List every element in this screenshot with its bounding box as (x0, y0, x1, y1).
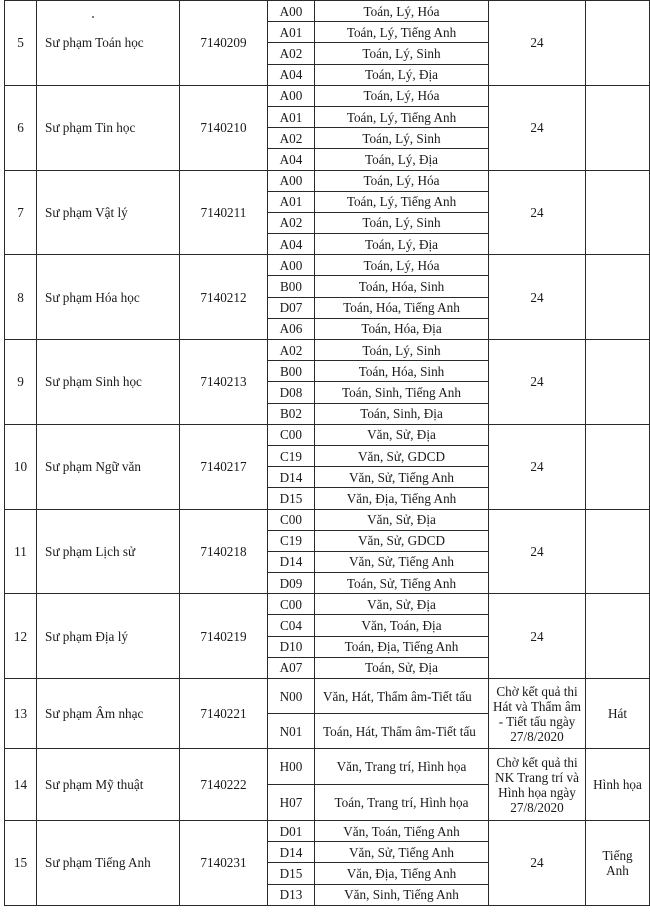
combo-code: A07 (268, 657, 315, 678)
major-name: Sư phạm Tiếng Anh (37, 821, 180, 906)
combo-subjects: Toán, Lý, Hóa (315, 85, 489, 106)
major-code: 7140218 (180, 509, 268, 594)
major-name: Sư phạm Mỹ thuật (37, 749, 180, 821)
combo-subjects: Văn, Hát, Thẩm âm-Tiết tấu (315, 679, 489, 714)
combo-subjects: Toán, Lý, Tiếng Anh (315, 106, 489, 127)
combo-code: A02 (268, 212, 315, 233)
combo-code: A00 (268, 170, 315, 191)
combo-code: D01 (268, 821, 315, 842)
row-number: 8 (5, 255, 37, 340)
combo-subjects: Toán, Sử, Tiếng Anh (315, 573, 489, 594)
major-code: 7140213 (180, 340, 268, 425)
combo-subjects: Văn, Địa, Tiếng Anh (315, 488, 489, 509)
combo-code: A01 (268, 191, 315, 212)
cutoff-score: 24 (489, 255, 586, 340)
combo-code: D15 (268, 863, 315, 884)
combo-code: A06 (268, 318, 315, 339)
major-name: Sư phạm Ngữ văn (37, 424, 180, 509)
combo-subjects: Toán, Lý, Địa (315, 234, 489, 255)
table-row (5, 85, 650, 106)
row-number: 6 (5, 85, 37, 170)
combo-code: D14 (268, 842, 315, 863)
row-number: 13 (5, 679, 37, 749)
combo-subjects: Toán, Sinh, Tiếng Anh (315, 382, 489, 403)
combo-code: C04 (268, 615, 315, 636)
note: Hát (586, 679, 650, 749)
combo-code: N01 (268, 714, 315, 749)
major-code: 7140212 (180, 255, 268, 340)
combo-code: C00 (268, 594, 315, 615)
combo-subjects: Văn, Sử, Tiếng Anh (315, 551, 489, 572)
major-name: Sư phạm Hóa học (37, 255, 180, 340)
note (586, 1, 650, 86)
cutoff-score: 24 (489, 85, 586, 170)
cutoff-score: 24 (489, 1, 586, 86)
major-name: Sư phạm Địa lý (37, 594, 180, 679)
table-row (5, 509, 650, 530)
table-row (5, 679, 650, 714)
major-code: 7140217 (180, 424, 268, 509)
combo-code: D13 (268, 884, 315, 905)
combo-code: H00 (268, 749, 315, 785)
combo-code: A04 (268, 234, 315, 255)
major-code: 7140209 (180, 1, 268, 86)
combo-subjects: Toán, Hóa, Sinh (315, 276, 489, 297)
major-code: 7140211 (180, 170, 268, 255)
combo-subjects: Toán, Lý, Hóa (315, 1, 489, 22)
major-code: 7140210 (180, 85, 268, 170)
note: Hình họa (586, 749, 650, 821)
note (586, 509, 650, 594)
combo-code: A02 (268, 340, 315, 361)
combo-subjects: Văn, Sử, GDCD (315, 530, 489, 551)
major-code: 7140219 (180, 594, 268, 679)
combo-subjects: Văn, Sử, GDCD (315, 445, 489, 466)
combo-subjects: Toán, Lý, Địa (315, 149, 489, 170)
combo-subjects: Văn, Trang trí, Hình họa (315, 749, 489, 785)
table-row (5, 594, 650, 615)
major-code: 7140231 (180, 821, 268, 906)
combo-subjects: Văn, Sử, Địa (315, 509, 489, 530)
combo-code: C19 (268, 530, 315, 551)
cutoff-score: 24 (489, 340, 586, 425)
combo-code: D14 (268, 467, 315, 488)
row-number: 7 (5, 170, 37, 255)
combo-subjects: Toán, Lý, Sinh (315, 340, 489, 361)
combo-subjects: Toán, Lý, Hóa (315, 255, 489, 276)
cutoff-score: 24 (489, 170, 586, 255)
combo-subjects: Văn, Sử, Địa (315, 594, 489, 615)
row-number: 12 (5, 594, 37, 679)
combo-subjects: Toán, Lý, Sinh (315, 128, 489, 149)
combo-subjects: Văn, Sinh, Tiếng Anh (315, 884, 489, 905)
combo-subjects: Toán, Hóa, Tiếng Anh (315, 297, 489, 318)
table-row (5, 340, 650, 361)
row-number: 10 (5, 424, 37, 509)
combo-subjects: Văn, Địa, Tiếng Anh (315, 863, 489, 884)
note (586, 170, 650, 255)
major-name: Sư phạm Tin học (37, 85, 180, 170)
combo-code: D10 (268, 636, 315, 657)
major-name: Sư phạm Vật lý (37, 170, 180, 255)
combo-code: C00 (268, 509, 315, 530)
combo-code: A02 (268, 43, 315, 64)
table-row (5, 1, 650, 22)
combo-subjects: Văn, Sử, Tiếng Anh (315, 842, 489, 863)
cutoff-score: 24 (489, 594, 586, 679)
combo-code: D09 (268, 573, 315, 594)
combo-subjects: Toán, Lý, Tiếng Anh (315, 191, 489, 212)
admission-table (4, 0, 650, 906)
combo-code: C00 (268, 424, 315, 445)
cutoff-score: Chờ kết quả thi NK Trang trí và Hình họa ngày 27/8/2020 (489, 749, 586, 821)
combo-code: D15 (268, 488, 315, 509)
note (586, 340, 650, 425)
combo-code: A02 (268, 128, 315, 149)
table-row (5, 821, 650, 842)
major-code: 7140222 (180, 749, 268, 821)
combo-code: B00 (268, 361, 315, 382)
note (586, 85, 650, 170)
combo-subjects: Toán, Sinh, Địa (315, 403, 489, 424)
combo-code: A00 (268, 255, 315, 276)
combo-code: H07 (268, 785, 315, 821)
note (586, 255, 650, 340)
combo-code: D14 (268, 551, 315, 572)
row-number: 11 (5, 509, 37, 594)
combo-code: A00 (268, 85, 315, 106)
combo-subjects: Toán, Lý, Hóa (315, 170, 489, 191)
combo-subjects: Văn, Sử, Địa (315, 424, 489, 445)
combo-subjects: Toán, Hóa, Địa (315, 318, 489, 339)
combo-subjects: Toán, Trang trí, Hình họa (315, 785, 489, 821)
note (586, 424, 650, 509)
combo-code: C19 (268, 445, 315, 466)
combo-code: A00 (268, 1, 315, 22)
combo-code: N00 (268, 679, 315, 714)
major-name: Sư phạm Sinh học (37, 340, 180, 425)
cutoff-score: 24 (489, 509, 586, 594)
table-row (5, 255, 650, 276)
combo-subjects: Toán, Lý, Tiếng Anh (315, 22, 489, 43)
combo-subjects: Toán, Sử, Địa (315, 657, 489, 678)
combo-subjects: Toán, Lý, Sinh (315, 212, 489, 233)
combo-code: A04 (268, 149, 315, 170)
major-name: Sư phạm Toán học (37, 1, 180, 86)
combo-code: A04 (268, 64, 315, 85)
combo-subjects: Toán, Lý, Địa (315, 64, 489, 85)
table-row (5, 170, 650, 191)
combo-code: B02 (268, 403, 315, 424)
combo-subjects: Toán, Hóa, Sinh (315, 361, 489, 382)
row-number: 15 (5, 821, 37, 906)
note (586, 594, 650, 679)
cutoff-score: Chờ kết quả thi Hát và Thẩm âm - Tiết tấu ngày 27/8/2020 (489, 679, 586, 749)
row-number: 14 (5, 749, 37, 821)
table-row (5, 424, 650, 445)
combo-subjects: Toán, Hát, Thẩm âm-Tiết tấu (315, 714, 489, 749)
table-row (5, 749, 650, 785)
row-number: 5 (5, 1, 37, 86)
combo-code: D08 (268, 382, 315, 403)
note: Tiếng Anh (586, 821, 650, 906)
admission-table-body (5, 1, 650, 906)
combo-subjects: Toán, Địa, Tiếng Anh (315, 636, 489, 657)
combo-subjects: Toán, Lý, Sinh (315, 43, 489, 64)
combo-code: B00 (268, 276, 315, 297)
cutoff-score: 24 (489, 424, 586, 509)
major-name: Sư phạm Lịch sử (37, 509, 180, 594)
combo-code: A01 (268, 106, 315, 127)
row-number: 9 (5, 340, 37, 425)
major-code: 7140221 (180, 679, 268, 749)
combo-code: D07 (268, 297, 315, 318)
combo-subjects: Văn, Toán, Tiếng Anh (315, 821, 489, 842)
combo-code: A01 (268, 22, 315, 43)
cutoff-score: 24 (489, 821, 586, 906)
major-name: Sư phạm Âm nhạc (37, 679, 180, 749)
combo-subjects: Văn, Sử, Tiếng Anh (315, 467, 489, 488)
combo-subjects: Văn, Toán, Địa (315, 615, 489, 636)
